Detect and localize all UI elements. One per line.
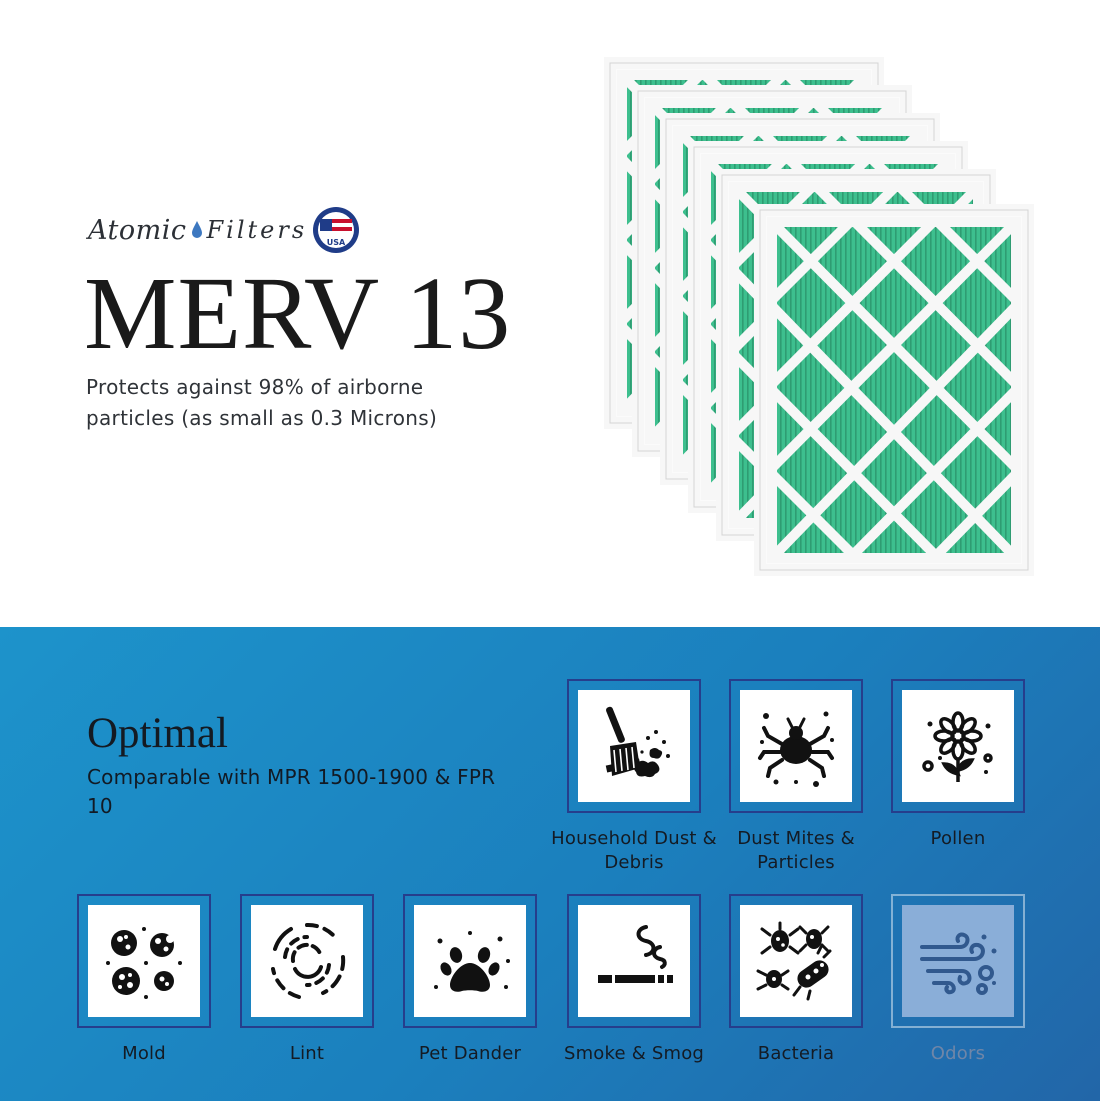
label-odors: Odors <box>930 1043 986 1064</box>
rating-description: Comparable with MPR 1500-1900 & FPR 10 <box>87 765 496 818</box>
merv-description: Protects against 98% of airborne particles (as small as 0.3 Microns) <box>86 375 438 430</box>
brand-logo <box>88 200 361 260</box>
paw-print-icon <box>426 917 514 1005</box>
odors-tile <box>891 894 1025 1028</box>
merv-title: MERV 13 <box>84 256 512 371</box>
water-drop-icon <box>190 220 204 240</box>
mold-tile <box>77 894 211 1028</box>
label-lint: Lint <box>289 1043 325 1064</box>
label-household-dust: Household Dust & Debris <box>551 828 717 873</box>
label-pollen: Pollen <box>930 828 986 849</box>
label-mold: Mold <box>122 1043 166 1064</box>
label-bacteria: Bacteria <box>757 1043 835 1064</box>
dust-mites-tile <box>729 679 863 813</box>
bacteria-icon <box>752 917 840 1005</box>
pollen-tile <box>891 679 1025 813</box>
brand-name-part2: Filters <box>206 216 308 244</box>
seal-text: USA <box>326 238 346 247</box>
label-pet-dander: Pet Dander <box>418 1043 522 1064</box>
rating-title: Optimal <box>87 710 228 757</box>
flower-pollen-icon <box>914 702 1002 790</box>
label-dust-mites: Dust Mites & Particles <box>737 828 855 873</box>
pet-dander-tile <box>403 894 537 1028</box>
mold-spores-icon <box>100 917 188 1005</box>
household-dust-tile <box>567 679 701 813</box>
brand-name-part1: Atomic <box>88 214 187 246</box>
lint-tile <box>240 894 374 1028</box>
cigarette-smoke-icon <box>590 917 678 1005</box>
label-smoke-smog: Smoke & Smog <box>563 1043 705 1064</box>
filtration-panel <box>0 627 1100 1101</box>
odor-wind-icon <box>914 917 1002 1005</box>
dust-mite-icon <box>752 702 840 790</box>
broom-dust-icon <box>590 702 678 790</box>
filter-stack-image <box>600 55 1040 585</box>
smoke-smog-tile <box>567 894 701 1028</box>
bacteria-tile <box>729 894 863 1028</box>
lint-swirl-icon <box>263 917 351 1005</box>
usa-seal-icon <box>311 205 361 255</box>
